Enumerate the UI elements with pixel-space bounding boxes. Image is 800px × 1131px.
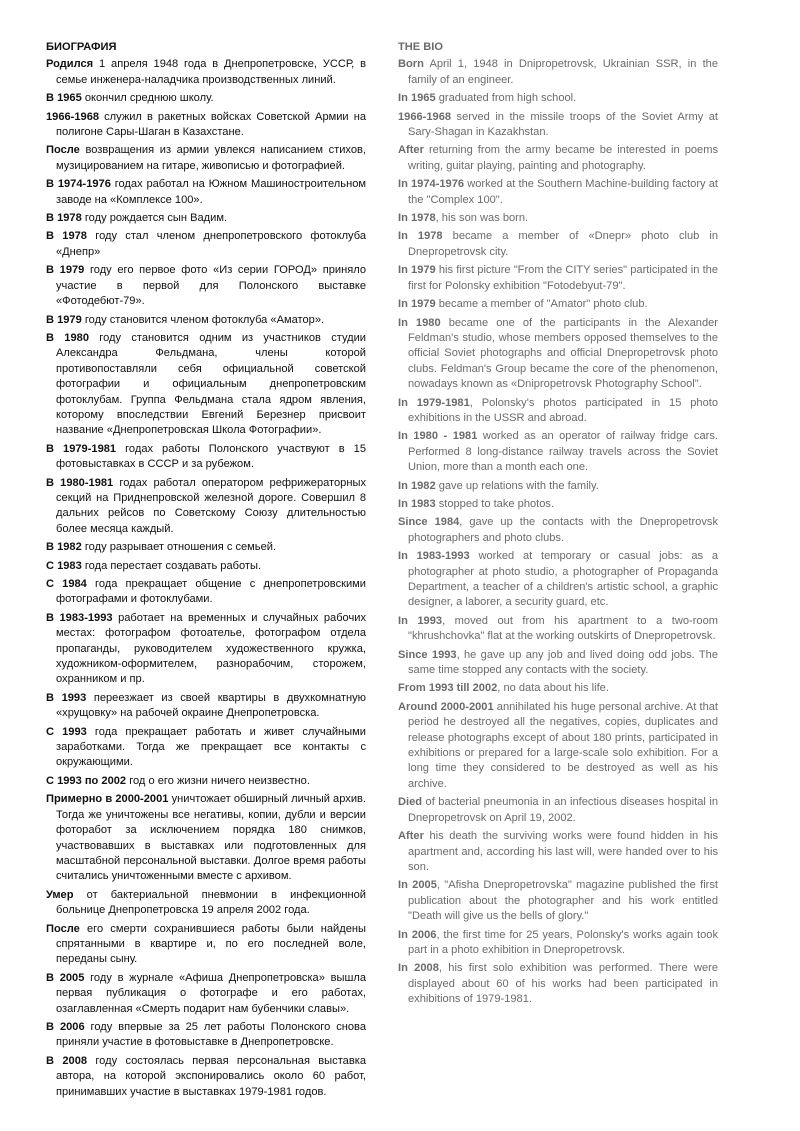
bio-entry [398,143,718,174]
bio-entry [398,429,718,475]
bio-entry-text: , moved out from his apartment to a two-room "khrushchovka" flat at the working outskirts of Dnepropetrovsk. [408,614,718,643]
bio-entry-lead: Родился [46,58,94,71]
bio-entry-lead: From 1993 till 2002 [398,682,498,695]
bio-entry [46,263,366,309]
bio-entry-lead: Born [398,58,424,71]
bio-entry [398,263,718,294]
bio-entry-lead: С 1983 [46,559,82,572]
bio-entry-lead: С 1993 по 2002 [46,774,127,787]
bio-entry-lead: In 1983-1993 [398,550,470,563]
bio-entry-text: , the first time for 25 years, Polonsky's works again took part in a photo exhibition in Dnepropetrovsk. [408,928,718,956]
bio-entry [46,922,366,968]
bio-entry-lead: С 1993 [46,725,87,738]
bio-entry [46,691,366,722]
bio-entry [398,878,718,924]
bio-entry-text: served in the missile troops of the Soviet Army at Sary-Shagan in Kazakhstan. [408,110,718,139]
bio-entry-text: году в журнале «Афиша Днепропетровска» вышла первая публикация о фотографе и его работах, озаглавленная «Смерть подарит нам бубенчики славы». [56,971,366,1015]
bio-entry-lead: В 1979-1981 [46,442,117,455]
bio-entry [46,1054,366,1100]
bio-entry-text: , his first solo exhibition was performed. There were displayed about 60 of his works had been participated in exhibitions of 1979-1981. [408,962,719,1006]
bio-entry [46,229,366,260]
bio-entry [46,725,366,771]
bio-entry-lead: В 2005 [46,971,85,984]
bio-entry-text: служил в ракетных войсках Советской Армии на полигоне Сары-Шаган в Казахстане. [56,110,366,139]
bio-entry [398,316,718,393]
bio-column-english [398,40,718,1011]
bio-entry [46,559,366,574]
bio-entry-lead: В 1993 [46,691,87,704]
bio-entry [46,540,366,555]
bio-entry-text: года прекращает общение с днепропетровскими фотографами и фотоклубами. [56,578,366,606]
bio-entry-text: , his son was born. [435,212,529,225]
bio-entry-lead: In 1978 [398,212,436,225]
bio-entry [398,681,718,696]
bio-entry [398,549,718,611]
bio-entry [46,442,366,473]
bio-entry-lead: Умер [46,888,74,901]
bio-entry [46,888,366,919]
bio-entry-lead: In 1965 [398,92,436,105]
bio-entry-lead: В 2006 [46,1020,85,1033]
bio-entry-text: gave up relations with the family. [435,479,599,492]
bio-entry [46,143,366,174]
bio-entry-text: возвращения из армии увлекся написанием стихов, музицированием на гитаре, живописью и фотографией. [56,144,366,172]
bio-entry-lead: In 2008 [398,962,439,975]
bio-entry-text: году становится членом фотоклуба «Аматор». [81,313,325,326]
bio-entry-lead: In 1980 - 1981 [398,430,478,443]
bio-heading-english: THE BIO [398,41,443,53]
bio-entry-lead: In 1974-1976 [398,178,465,191]
bio-entry-text: работает на временных и случайных рабочих местах: фотографом фотоателье, фотографом отдела пропаганды, руководителем художественного кружка, художником-оформителем, разнорабочим, сторожем, охранником и пр. [56,611,367,686]
bio-entry-text: году впервые за 25 лет работы Полонского снова приняли участие в фотовыставке в Днепропетровске. [56,1020,366,1049]
bio-entry-text: от бактериальной пневмонии в инфекционной больнице Днепропетровска 19 апреля 2002 года. [56,888,366,917]
bio-entry-text: , no data about his life. [497,682,609,695]
bio-entry-lead: Примерно в 2000-2001 [46,793,169,806]
bio-entry [398,497,718,512]
bio-entry-lead: In 2005 [398,879,437,892]
bio-entry-text: его смерти сохранившиеся работы были найдены спрятанными в квартире и, по его последней воле, переданы сыну. [56,922,366,966]
bio-entry-lead: В 1979 [46,264,85,277]
bio-entry-lead: В 1982 [46,541,82,554]
bio-entry-lead: 1966-1968 [46,110,100,123]
bio-entry [46,476,366,538]
bio-entry [398,795,718,826]
bio-entry-lead: Since 1993 [398,648,457,661]
bio-entry-text: , "Afisha Dnepropetrovska" magazine published the first publication about the photographer and his work entitled "Death will give us the bells of glory." [408,879,719,923]
bio-entry-lead: In 1978 [398,230,443,243]
bio-entry-text: окончил среднюю школу. [81,92,214,105]
bio-entry-lead: After [398,144,424,157]
bio-entry [398,829,718,875]
bio-entry-lead: После [46,922,80,935]
bio-entry [46,211,366,226]
bio-entry [46,177,366,208]
bio-entry-lead: В 1974-1976 [46,178,111,191]
bio-entry [46,110,366,141]
bio-entry-text: returning from the army became be interested in poems writing, guitar playing, painting and photography. [408,144,718,172]
bio-entry-text: году его первое фото «Из серии ГОРОД» приняло участие в первой для Полонского выставке «Фотодебют-79». [56,264,366,308]
bio-entry [398,479,718,494]
bio-entry-text: graduated from high school. [435,92,577,105]
bio-entry-lead: В 1965 [46,92,82,105]
bio-entry-text: год о его жизни ничего неизвестно. [126,774,310,787]
bio-entry [398,928,718,959]
bio-heading-russian: БИОГРАФИЯ [46,41,117,53]
bio-entry-text: году становится одним из участников студии Александра Фельдмана, члены которой противопоставляли себя официальной советской фотографии и официальным днепропетровским фотоклубам. Группа Фельдмана стала ядром явления, которому впоследствии Евгений Березнер присвоит название «Днепропетровская Школа Фотографии». [56,331,367,437]
bio-entry [46,792,366,884]
bio-entry-lead: В 2008 [46,1054,88,1067]
bio-entry [398,211,718,226]
bio-entry-text: года прекращает работать и живет случайными заработками. Тогда же прекращает все контакты с окружающими. [56,725,366,769]
bio-entry-text: worked at temporary or casual jobs: as a photographer at photo studio, a photographer of Propaganda Department, a teacher of a children's artistic school, a graphic designer, a laborer, a security guard, etc. [408,550,718,609]
bio-entry-lead: В 1978 [46,230,87,243]
bio-entry-lead: In 1979 [398,264,436,277]
bio-entry [46,91,366,106]
bio-entry-lead: In 1979-1981 [398,396,470,409]
bio-entry-text: году рождается сын Вадим. [81,212,228,225]
bio-entry [46,611,366,688]
bio-entry [398,297,718,312]
bio-entry-lead: С 1984 [46,578,87,590]
bio-entry-text: годах работал оператором рефрижераторных секций на Приднепровской железной дороге. Совершил 8 дальних рейсов по Советскому Союзу длительностью более месяца каждый. [56,476,366,535]
bio-entry-lead: В 1978 [46,212,82,225]
bio-entry-text: his first picture "From the CITY series" participated in the first for Polonsky exhibition "Fotodebyut-79". [408,264,718,292]
bio-entry-text: году разрывает отношения с семьей. [81,541,277,554]
bio-entry-text: года перестает создавать работы. [81,559,262,572]
bio-entry-lead: In 2006 [398,928,437,941]
bio-entry-lead: In 1983 [398,497,436,510]
bio-entry-lead: Since 1984 [398,516,460,529]
bio-entry-text: became a member of "Amator" photo club. [435,298,648,311]
bio-entry [398,110,718,141]
bio-entry-text: , gave up the contacts with the Dnepropetrovsk photographers and photo clubs. [408,516,718,544]
bio-entry [398,229,718,260]
bio-entry [46,577,366,608]
bio-entry-text: annihilated his huge personal archive. At that period he destroyed all the negatives, copies, duplicates and release photographs except of about 180 prints, participated in exhibitions or prepared for a large-scale solo exhibition. For a long time they considered to be destroyed as well as his archive. [408,700,718,790]
bio-entry-text: worked at the Southern Machine-building factory at the "Complex 100". [408,178,718,206]
bio-entry-text: годах работал на Южном Машиностроительном заводе на «Комплексе 100». [56,178,366,206]
bio-entries-english [398,57,718,1007]
bio-entry-lead: Around 2000-2001 [398,700,494,713]
bio-entry-text: , Polonsky's photos participated in 15 photo exhibitions in the USSR and abroad. [408,396,718,424]
bio-entry-lead: In 1980 [398,316,441,329]
bio-entry-text: переезжает из своей квартиры в двухкомнатную «хрущовку» на рабочей окраине Днепропетровска. [56,691,366,720]
bio-entry-lead: In 1993 [398,614,443,627]
bio-entry-text: became a member of «Dnepr» photo club in Dnepropetrovsk city. [408,230,718,258]
bio-entry-lead: In 1982 [398,479,436,492]
bio-entry-lead: In 1979 [398,298,436,311]
bio-entry [398,700,718,792]
bio-entry [398,515,718,546]
bio-entry-text: 1 апреля 1948 года в Днепропетровске, УССР, в семье инженера-наладчика производственных линий. [56,58,366,86]
bio-entry-text: уничтожает обширный личный архив. Тогда же уничтожены все негативы, копии, дубли и версии фоторабот за исключением порядка 180 снимков, участвовавших в выставках или подготовленных для масштабной персональной выставки. Долгое время работы считались уничтоженными вместе с архивом. [56,793,366,883]
bio-entry-lead: В 1980 [46,331,89,344]
bio-entry-text: году стал членом днепропетровского фотоклуба «Днепр» [56,230,366,258]
bio-entry [398,961,718,1007]
bio-entry [398,57,718,88]
bio-entry-text: году состоялась первая персональная выставка автора, на которой экспонировались около 60 работ, принимавших участие в выставках 1979-1981 годов. [56,1054,366,1098]
bio-entry [398,177,718,208]
bio-entry-lead: В 1983-1993 [46,611,113,624]
bio-entry-text: became one of the participants in the Alexander Feldman's studio, whose members opposed themselves to the official Soviet photographs and official Dnepropetrovsk photo clubs. Feldman's Group became the core of the phenomenon, nowadays known as «Dnipropetrovsk Photography School". [408,316,719,391]
bio-entry [46,774,366,789]
bio-entry [46,1020,366,1051]
bio-entry-text: , he gave up any job and lived doing odd jobs. The same time stopped any contacts with the society. [408,648,718,677]
bio-entry [398,648,718,679]
bio-entry-text: his death the surviving works were found hidden in his apartment and, according his last will, were handed over to his son. [408,830,718,873]
bio-column-russian [46,40,366,1103]
bio-entry [46,331,366,439]
bio-entry [46,57,366,88]
bio-entry-text: worked as an operator of railway fridge cars. Performed 8 long-distance railway travels across the Soviet Union, more than a month each one. [408,430,718,474]
bio-entry [398,91,718,106]
bio-entry-lead: 1966-1968 [398,110,452,123]
bio-entry-lead: В 1980-1981 [46,476,114,489]
bio-entry-text: April 1, 1948 in Dnipropetrovsk, Ukrainian SSR, in the family of an engineer. [408,58,718,86]
bio-entry-lead: After [398,830,424,843]
bio-entry-lead: В 1979 [46,313,82,326]
bio-entry [398,396,718,427]
bio-entry [46,313,366,328]
bio-entry-text: годах работы Полонского участвуют в 15 фотовыставках в СССР и за рубежом. [56,442,366,471]
bio-entry-text: stopped to take photos. [435,497,555,510]
bio-entry [46,971,366,1017]
bio-entry-lead: После [46,144,80,157]
bio-entry-text: of bacterial pneumonia in an infectious diseases hospital in Dnepropetrovsk on April 19, 2002. [408,796,718,824]
bio-entry-lead: Died [398,796,423,809]
bio-entries-russian [46,57,366,1100]
bio-entry [398,614,718,645]
